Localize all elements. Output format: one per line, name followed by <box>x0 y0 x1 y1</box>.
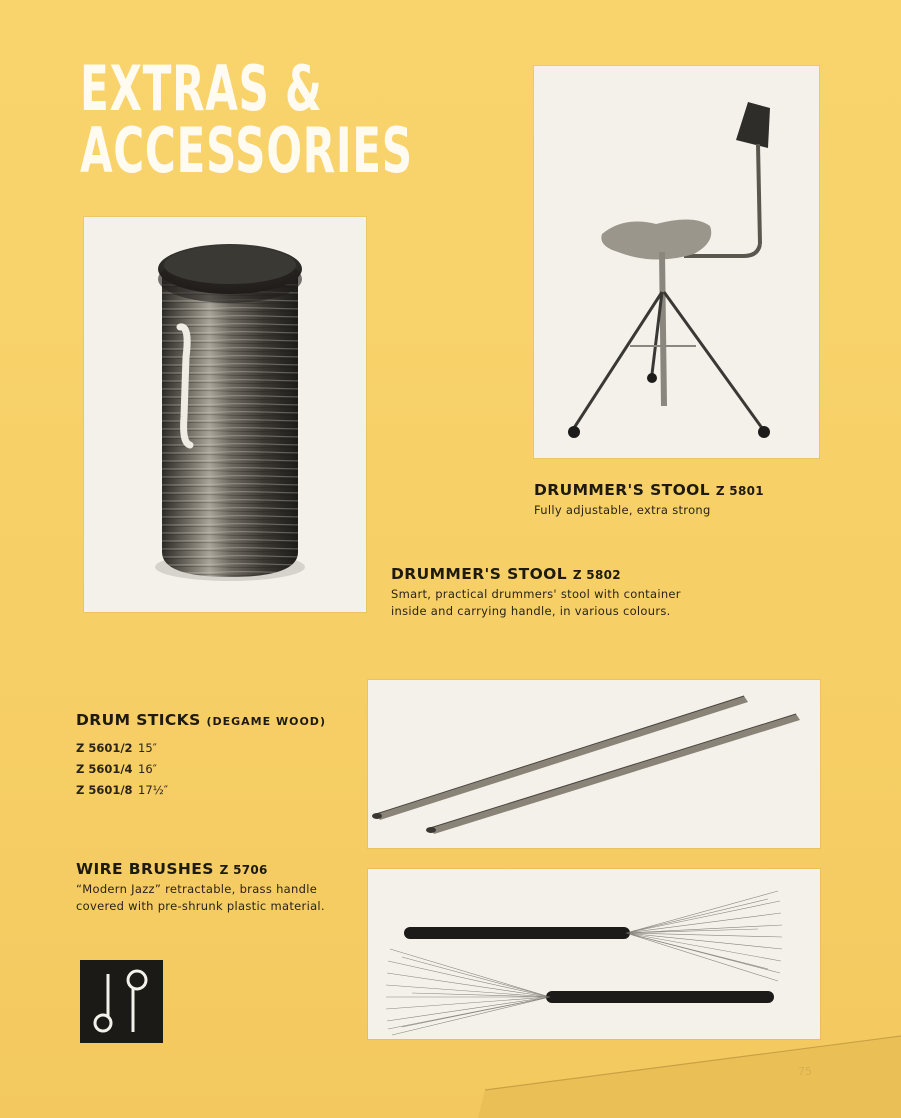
product-description-line-2: inside and carrying handle, in various colours. <box>391 604 671 618</box>
stick-code: Z 5601/2 <box>76 740 133 755</box>
stick-code: Z 5601/8 <box>76 782 133 797</box>
product-description-line-2: covered with pre-shrunk plastic material. <box>76 899 325 913</box>
title-line-2: ACCESSORIES <box>80 114 413 187</box>
product-code: Z 5801 <box>715 484 764 498</box>
product-description-line-1: “Modern Jazz” retractable, brass handle <box>76 882 318 896</box>
product-name: WIRE BRUSHES <box>76 860 214 878</box>
product-name: DRUMMER'S STOOL <box>391 565 568 583</box>
product-code: Z 5706 <box>219 863 268 877</box>
product-description-line-1: Smart, practical drummers' stool with container <box>391 587 681 601</box>
product-description: Fully adjustable, extra strong <box>534 503 711 517</box>
product-code: Z 5802 <box>572 568 621 582</box>
stick-size: 17½″ <box>138 782 169 797</box>
stick-code: Z 5601/4 <box>76 761 133 776</box>
product-note: (DEGAME WOOD) <box>206 715 326 728</box>
product-name: DRUMMER'S STOOL <box>534 481 711 499</box>
title-line-1: EXTRAS & <box>80 52 323 125</box>
stick-size: 16″ <box>138 761 157 776</box>
stick-size: 15″ <box>138 740 157 755</box>
product-name: DRUM STICKS <box>76 711 201 729</box>
